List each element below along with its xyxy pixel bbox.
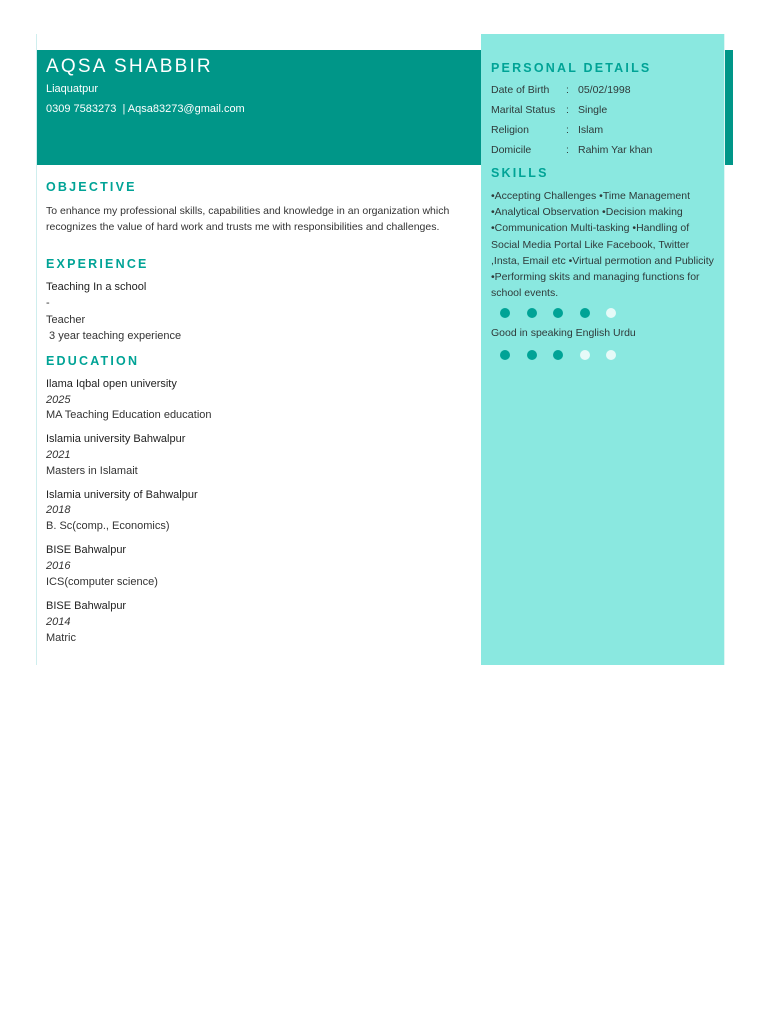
detail-value: 05/02/1998 [578,84,631,96]
language-text: Good in speaking English Urdu [491,327,636,339]
education-school: BISE Bahwalpur [46,544,127,556]
skills-text: •Accepting Challenges •Time Management •Analytical Observation •Decision making •Communication Multi-tasking •Handling of Social Media Portal Like Facebook, Twitter ,Insta, Email etc •Virtual permotion and Publicity •Performing skits and managing functions for school events. [491,190,714,300]
rating-dot-filled [527,308,537,318]
rating-dot-empty [606,308,616,318]
rating-dot-filled [580,308,590,318]
detail-label: Domicile [491,144,532,156]
experience-heading: EXPERIENCE [46,257,149,271]
education-degree: Matric [46,632,76,644]
education-year: 2018 [46,504,71,516]
education-year: 2016 [46,560,71,572]
rating-dot-empty [606,350,616,360]
candidate-contact: 0309 7583273 | Aqsa83273@gmail.com [46,103,245,115]
experience-dash: - [46,297,50,309]
education-heading: EDUCATION [46,354,140,368]
detail-value: Rahim Yar khan [578,144,653,156]
education-year: 2014 [46,616,71,628]
experience-detail: 3 year teaching experience [46,330,182,342]
rating-dot-empty [580,350,590,360]
detail-separator: : [566,84,569,96]
education-year: 2021 [46,449,71,461]
rating-dot-filled [553,350,563,360]
education-degree: Masters in Islamait [46,465,138,477]
rating-dot-filled [500,350,510,360]
detail-value: Islam [578,124,604,136]
rating-dot-filled [553,308,563,318]
detail-label: Religion [491,124,529,136]
candidate-location: Liaquatpur [46,83,98,95]
detail-label: Date of Birth [491,84,550,96]
education-school: Islamia university Bahwalpur [46,433,186,445]
education-degree: ICS(computer science) [46,576,158,588]
education-school: BISE Bahwalpur [46,600,127,612]
detail-separator: : [566,144,569,156]
objective-text: To enhance my professional skills, capabilities and knowledge in an organization which recognizes the value of hard work and trusts me with responsibilities and challenges. [46,205,450,233]
sidebar-edge [724,34,725,665]
detail-label: Marital Status [491,104,556,116]
detail-separator: : [566,104,569,116]
experience-role: Teacher [46,314,86,326]
education-degree: B. Sc(comp., Economics) [46,520,170,532]
rating-dot-filled [527,350,537,360]
detail-value: Single [578,104,608,116]
education-school: Islamia university of Bahwalpur [46,489,198,501]
skills-heading: SKILLS [491,166,549,180]
personal-details-heading: PERSONAL DETAILS [491,61,652,75]
education-year: 2025 [46,394,71,406]
objective-heading: OBJECTIVE [46,180,137,194]
education-degree: MA Teaching Education education [46,409,212,421]
experience-title: Teaching In a school [46,281,147,293]
candidate-name: AQSA SHABBIR [46,56,213,77]
detail-separator: : [566,124,569,136]
rating-dot-filled [500,308,510,318]
education-school: Ilama Iqbal open university [46,378,177,390]
